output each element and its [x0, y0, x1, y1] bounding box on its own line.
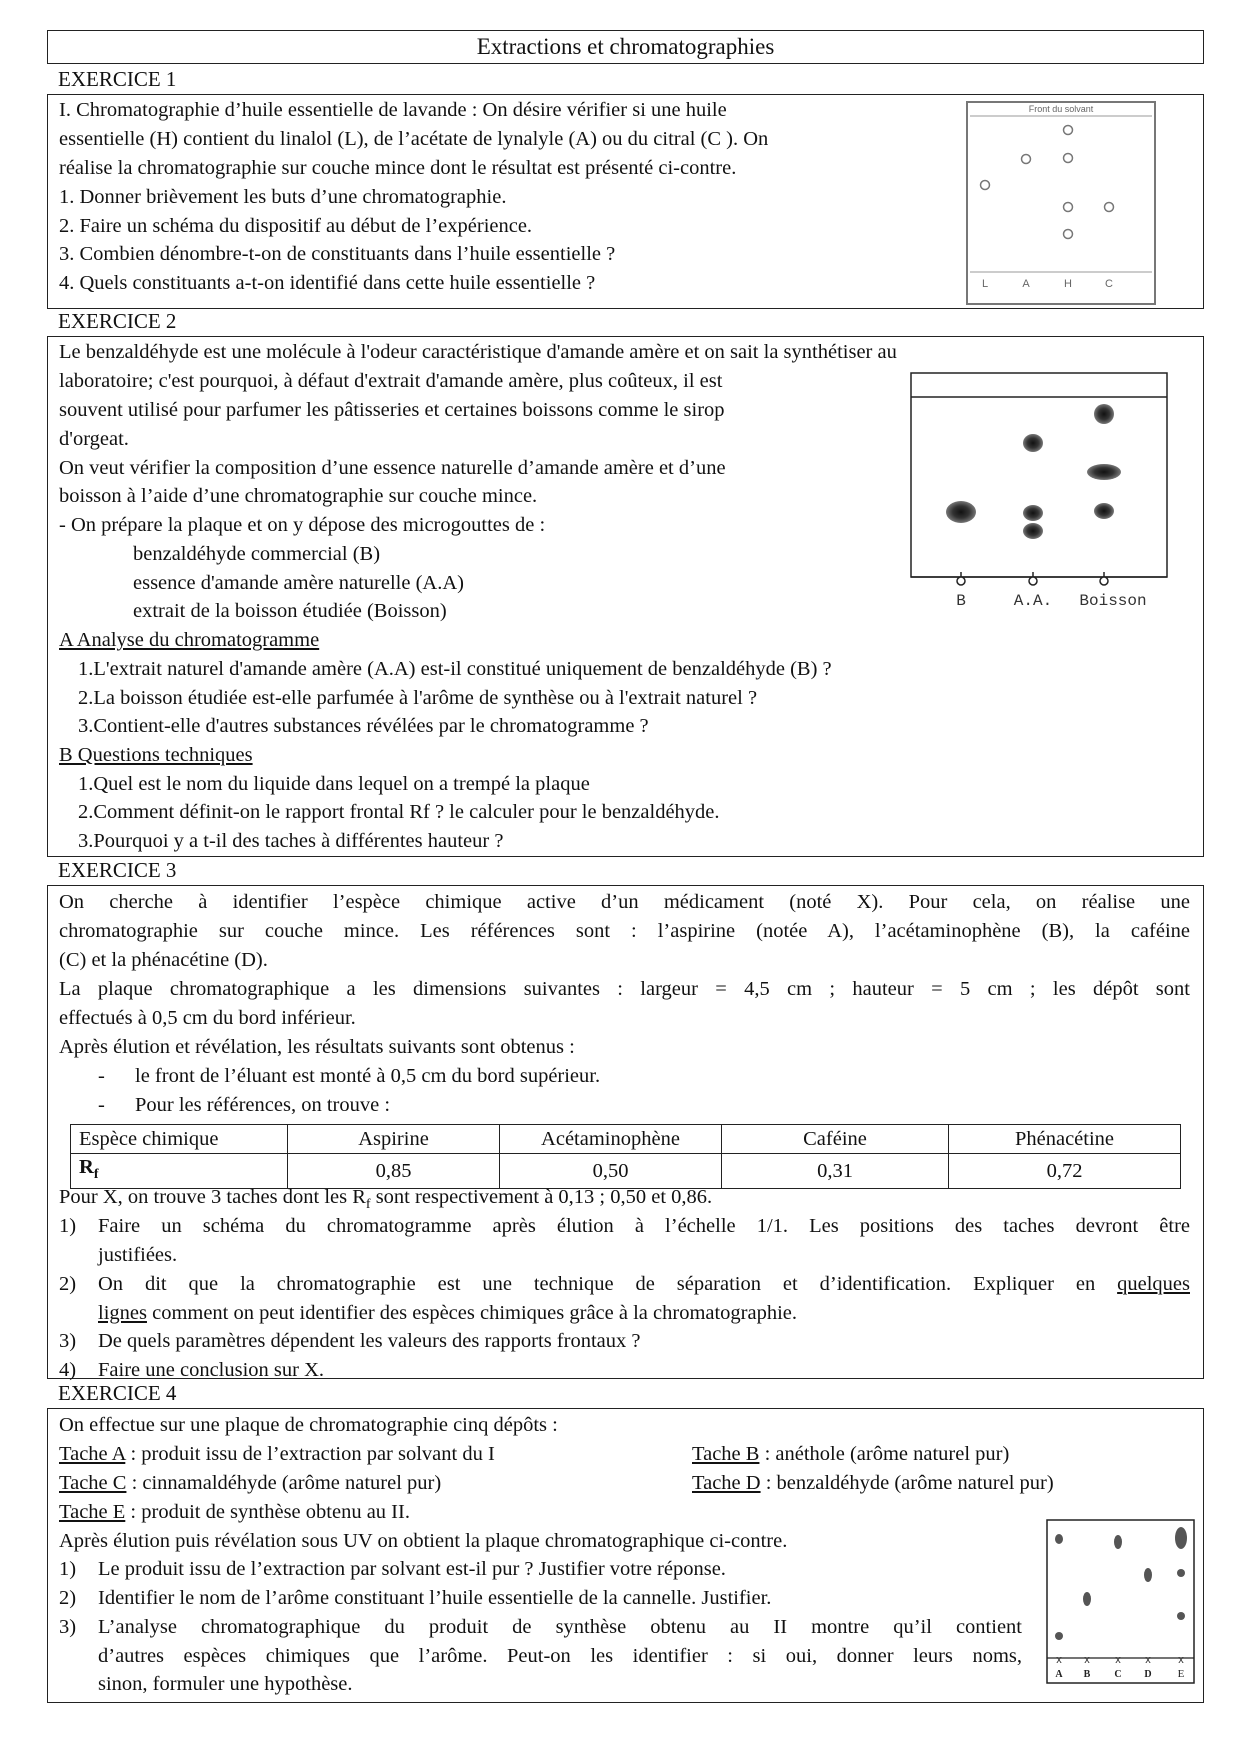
ex1-line: 1. Donner brièvement les buts d’une chromatographie. — [59, 186, 507, 208]
lane-label: Boisson — [1079, 592, 1147, 610]
ex3-line: On cherche à identifier l’espèce chimique active d’un médicament (noté X). Pour cela, on réalise une — [59, 891, 1190, 913]
spot-E-1 — [1175, 1527, 1187, 1549]
ex1-line: I. Chromatographie d’huile essentielle de lavande : On désire vérifier si une huile — [59, 99, 727, 121]
spot-E-3 — [1177, 1612, 1185, 1620]
ex3-question: De quels paramètres dépendent les valeurs des rapports frontaux ? — [98, 1330, 641, 1352]
table-header-row — [71, 1125, 1181, 1154]
question-b-1: 1.Quel est le nom du liquide dans lequel on a trempé la plaque — [78, 773, 590, 795]
question-a-2: 2.La boisson étudiée est-elle parfumée à l'arôme de synthèse ou à l'extrait naturel ? — [78, 687, 758, 709]
spot-boisson-2 — [1087, 464, 1121, 480]
exercise-4-label: EXERCICE 4 — [58, 1381, 177, 1405]
ex3-question: justifiées. — [98, 1244, 178, 1266]
ex1-line: essentielle (H) contient du linalol (L), de l’acétate de lynalyle (A) ou du citral (C ). On — [59, 128, 769, 150]
spot-D — [1144, 1568, 1152, 1582]
rf-table — [70, 1124, 1181, 1189]
tache-b: Tache B : anéthole (arôme naturel pur) — [692, 1443, 1010, 1465]
deposit-cross: x — [1115, 1654, 1121, 1666]
spot-boisson-1 — [1094, 404, 1114, 424]
question-number: 3) — [59, 1330, 77, 1352]
table-header-cell: Phénacétine — [949, 1125, 1181, 1154]
question-a-1: 1.L'extrait naturel d'amande amère (A.A) est-il constitué uniquement de benzaldéhyde (B) ? — [78, 658, 832, 680]
ex3-bullet: Pour les références, on trouve : — [135, 1094, 391, 1116]
table-header-cell: Espèce chimique — [71, 1125, 288, 1154]
ex1-line: 2. Faire un schéma du dispositif au début de l’expérience. — [59, 215, 533, 237]
lane-label: L — [981, 278, 989, 290]
exercise-3-label: EXERCICE 3 — [58, 858, 177, 882]
lane-label: A — [1055, 1669, 1063, 1680]
ex2-line: souvent utilisé pour parfumer les pâtisseries et certaines boissons comme le sirop — [59, 399, 725, 421]
spot-AA-3 — [1023, 523, 1043, 539]
spot-B — [1083, 1592, 1091, 1606]
bullet-dash: - — [98, 1094, 105, 1116]
table-cell: 0,72 — [949, 1154, 1181, 1189]
solvent-front-label: Front du solvant — [1028, 104, 1094, 114]
deposit-point — [1029, 577, 1037, 585]
question-a-3: 3.Contient-elle d'autres substances révélées par le chromatogramme ? — [78, 715, 649, 737]
page-title: Extractions et chromatographies — [47, 30, 1204, 64]
deposit-cross: x — [1056, 1654, 1062, 1666]
bullet-dash: - — [98, 1065, 105, 1087]
ex3-line: effectués à 0,5 cm du bord inférieur. — [59, 1007, 356, 1029]
question-number: 1) — [59, 1558, 77, 1580]
ex2-line: d'orgeat. — [59, 428, 129, 450]
deposit-point — [957, 577, 965, 585]
spot-boisson-3 — [1094, 503, 1114, 519]
question-number: 2) — [59, 1587, 77, 1609]
ex2-line: laboratoire; c'est pourquoi, à défaut d'extrait d'amande amère, plus coûteux, il est — [59, 370, 723, 392]
ex4-question: L’analyse chromatographique du produit de synthèse obtenu au II montre qu’il contient — [98, 1616, 1022, 1638]
deposit-item: benzaldéhyde commercial (B) — [133, 543, 381, 565]
question-number: 3) — [59, 1616, 77, 1638]
ex3-question: On dit que la chromatographie est une technique de séparation et d’identification. Expliquer en quelques — [98, 1273, 1190, 1295]
spot-A-2 — [1055, 1632, 1063, 1640]
plate-border — [911, 373, 1167, 577]
table-header-cell: Aspirine — [288, 1125, 500, 1154]
ex3-question: Faire un schéma du chromatogramme après élution à l’échelle 1/1. Les positions des taches devront être — [98, 1215, 1190, 1237]
spot-AA-2 — [1023, 505, 1043, 521]
tache-d: Tache D : benzaldéhyde (arôme naturel pur) — [692, 1472, 1054, 1494]
ex3-line: chromatographie sur couche mince. Les références sont : l’aspirine (notée A), l’acétaminophène (B), la caféine — [59, 920, 1190, 942]
ex3-line: (C) et la phénacétine (D). — [59, 949, 268, 971]
lane-label: B — [1083, 1669, 1091, 1680]
table-cell: 0,31 — [722, 1154, 949, 1189]
deposit-item: extrait de la boisson étudiée (Boisson) — [133, 600, 447, 622]
lane-label: C — [1114, 1669, 1122, 1680]
spot-E-2 — [1177, 1569, 1185, 1577]
spot-C — [1114, 1535, 1122, 1549]
uv-tlc-plate — [1046, 1519, 1195, 1684]
exercise-2-label: EXERCICE 2 — [58, 309, 177, 333]
x-result-line: Pour X, on trouve 3 taches dont les $R_f$ sont respectivement à 0,13 ; 0,50 et 0,86. — [59, 1186, 713, 1213]
ex3-question: lignes comment on peut identifier des espèces chimiques grâce à la chromatographie. — [98, 1302, 798, 1324]
lane-label: D — [1144, 1669, 1152, 1680]
deposit-item: essence d'amande amère naturelle (A.A) — [133, 572, 464, 594]
question-number: 4) — [59, 1359, 77, 1381]
ex4-question: Le produit issu de l’extraction par solvant est-il pur ? Justifier votre réponse. — [98, 1558, 726, 1580]
lane-label: H — [1064, 278, 1072, 290]
ex3-bullet: le front de l’éluant est monté à 0,5 cm du bord supérieur. — [135, 1065, 601, 1087]
deposit-cross: x — [1145, 1654, 1151, 1666]
ex4-question: d’autres espèces chimiques que l’arôme. Peut-on les identifier : si oui, donner leurs noms, — [98, 1645, 1022, 1667]
lane-label: B — [956, 592, 966, 610]
lane-label: A — [1022, 278, 1030, 290]
ex2-line: boisson à l’aide d’une chromatographie sur couche mince. — [59, 485, 538, 507]
spot-B — [946, 501, 976, 523]
ex2-line: On veut vérifier la composition d’une essence naturelle d’amande amère et d’une — [59, 457, 726, 479]
deposit-cross: x — [1084, 1654, 1090, 1666]
lavender-tlc-plate — [966, 101, 1156, 305]
spot-AA-1 — [1023, 434, 1043, 452]
ex1-line: 3. Combien dénombre-t-on de constituants dans l’huile essentielle ? — [59, 243, 616, 265]
ex4-intro: On effectue sur une plaque de chromatographie cinq dépôts : — [59, 1414, 558, 1436]
ex1-line: réalise la chromatographie sur couche mince dont le résultat est présenté ci-contre. — [59, 157, 737, 179]
table-cell: 0,50 — [500, 1154, 722, 1189]
section-a-heading: A Analyse du chromatogramme — [59, 629, 320, 651]
lane-label: A.A. — [1013, 592, 1053, 610]
table-header-cell: Acétaminophène — [500, 1125, 722, 1154]
question-b-3: 3.Pourquoi y a t-il des taches à différentes hauteur ? — [78, 830, 504, 852]
ex4-after: Après élution puis révélation sous UV on obtient la plaque chromatographique ci-contre. — [59, 1530, 788, 1552]
table-header-cell: Caféine — [722, 1125, 949, 1154]
lane-label: C — [1105, 278, 1113, 290]
deposit-cross: x — [1178, 1654, 1184, 1666]
exercise-1-label: EXERCICE 1 — [58, 67, 177, 91]
tache-a: Tache A : produit issu de l’extraction par solvant du I — [59, 1443, 495, 1465]
ex4-question: sinon, formuler une hypothèse. — [98, 1673, 353, 1695]
section-b-heading: B Questions techniques — [59, 744, 253, 766]
ex2-line: - On prépare la plaque et on y dépose des microgouttes de : — [59, 514, 546, 536]
lane-label: E — [1177, 1668, 1185, 1680]
ex3-line: Après élution et révélation, les résultats suivants sont obtenus : — [59, 1036, 575, 1058]
ex4-question: Identifier le nom de l’arôme constituant l’huile essentielle de la cannelle. Justifier. — [98, 1587, 772, 1609]
question-number: 2) — [59, 1273, 77, 1295]
question-b-2: 2.Comment définit-on le rapport frontal Rf ? le calculer pour le benzaldéhyde. — [78, 801, 720, 823]
deposit-point — [1100, 577, 1108, 585]
ex2-line: Le benzaldéhyde est une molécule à l'odeur caractéristique d'amande amère et on sait la synthétiser au — [59, 341, 897, 363]
question-number: 1) — [59, 1215, 77, 1237]
ex1-line: 4. Quels constituants a-t-on identifié dans cette huile essentielle ? — [59, 272, 596, 294]
benzaldehyde-tlc-plate — [910, 372, 1168, 618]
ex3-question: Faire une conclusion sur X. — [98, 1359, 325, 1381]
ex3-line: La plaque chromatographique a les dimensions suivantes : largeur = 4,5 cm ; hauteur = 5 cm ; les dépôt sont — [59, 978, 1190, 1000]
table-cell: 0,85 — [288, 1154, 500, 1189]
table-row-label: $R_f$ — [71, 1154, 288, 1189]
tache-c: Tache C : cinnamaldéhyde (arôme naturel pur) — [59, 1472, 442, 1494]
tache-e: Tache E : produit de synthèse obtenu au II. — [59, 1501, 410, 1523]
plate-border — [967, 102, 1155, 304]
spot-A-1 — [1055, 1534, 1063, 1544]
